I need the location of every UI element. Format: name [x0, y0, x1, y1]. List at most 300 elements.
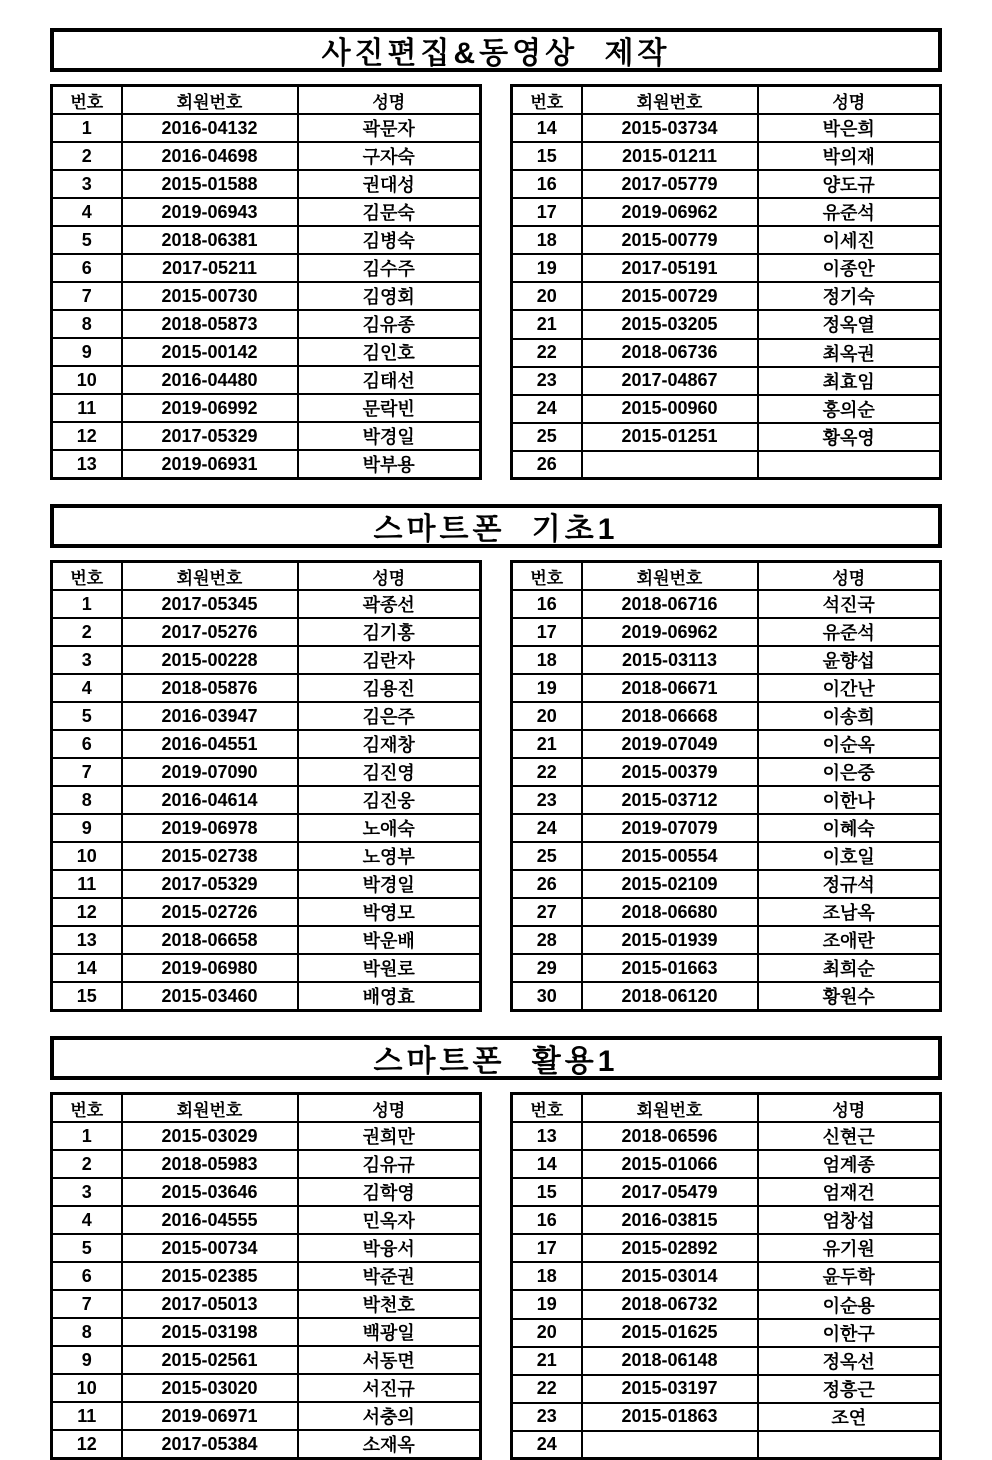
- table-row: [52, 786, 481, 814]
- member-id-cell: 2015-01863: [582, 1403, 758, 1431]
- no-cell: 7: [52, 282, 122, 310]
- table-row: [52, 254, 481, 282]
- member-id-cell: 2019-06962: [582, 618, 758, 646]
- member-id-cell: 2015-00734: [122, 1234, 298, 1262]
- table-row: [52, 366, 481, 394]
- table-row: [512, 1234, 941, 1262]
- no-cell: 20: [512, 702, 582, 730]
- header-row: [52, 1094, 481, 1123]
- table-row: [512, 842, 941, 870]
- name-cell: 양도규: [758, 170, 941, 198]
- name-cell: 김태선: [298, 366, 481, 394]
- no-cell: 7: [52, 1290, 122, 1318]
- table-body: [512, 1122, 941, 1459]
- name-cell: 조남옥: [758, 898, 941, 926]
- no-cell: 19: [512, 254, 582, 282]
- header-row: [512, 86, 941, 115]
- no-cell: 19: [512, 1290, 582, 1318]
- table-row: [512, 1319, 941, 1347]
- name-cell: 엄계종: [758, 1150, 941, 1178]
- member-id-cell: 2018-05873: [122, 310, 298, 338]
- member-id-cell: 2018-05983: [122, 1150, 298, 1178]
- no-cell: 21: [512, 730, 582, 758]
- table-row: [52, 226, 481, 254]
- name-cell: 민옥자: [298, 1206, 481, 1234]
- member-id-cell: 2015-01066: [582, 1150, 758, 1178]
- no-cell: 5: [52, 1234, 122, 1262]
- table-row: [52, 1346, 481, 1374]
- col-header-no: 번호: [512, 562, 582, 591]
- no-cell: 2: [52, 618, 122, 646]
- name-cell: 김영회: [298, 282, 481, 310]
- name-cell: 배영효: [298, 982, 481, 1011]
- member-id-cell: 2019-06931: [122, 450, 298, 479]
- member-id-cell: 2015-00379: [582, 758, 758, 786]
- no-cell: 12: [52, 422, 122, 450]
- name-cell: 김란자: [298, 646, 481, 674]
- member-id-cell: 2016-04555: [122, 1206, 298, 1234]
- table-row: [52, 282, 481, 310]
- no-cell: 30: [512, 982, 582, 1011]
- table-row: [52, 1262, 481, 1290]
- no-cell: 9: [52, 338, 122, 366]
- member-id-cell: 2017-05779: [582, 170, 758, 198]
- member-id-cell: 2016-04614: [122, 786, 298, 814]
- member-id-cell: 2015-03029: [122, 1122, 298, 1150]
- table-row: [512, 142, 941, 170]
- name-cell: 노영부: [298, 842, 481, 870]
- header-row: [52, 562, 481, 591]
- no-cell: 17: [512, 198, 582, 226]
- no-cell: 3: [52, 170, 122, 198]
- member-id-cell: 2018-06736: [582, 339, 758, 367]
- member-id-cell: [582, 451, 758, 479]
- name-cell: 황원수: [758, 982, 941, 1011]
- no-cell: 15: [512, 142, 582, 170]
- table-row: [512, 170, 941, 198]
- no-cell: 21: [512, 310, 582, 338]
- table-row: [52, 1150, 481, 1178]
- name-cell: 소재옥: [298, 1430, 481, 1459]
- name-cell: 이순용: [758, 1290, 941, 1318]
- no-cell: 27: [512, 898, 582, 926]
- no-cell: 14: [512, 114, 582, 142]
- table-row: [52, 1234, 481, 1262]
- name-cell: 김유규: [298, 1150, 481, 1178]
- table-body: [52, 590, 481, 1011]
- no-cell: 13: [52, 926, 122, 954]
- col-header-name: 성명: [758, 562, 941, 591]
- name-cell: 황옥영: [758, 423, 941, 451]
- member-id-cell: 2015-00960: [582, 395, 758, 423]
- table-row: [52, 646, 481, 674]
- no-cell: 3: [52, 646, 122, 674]
- roster-table-right: [510, 1092, 942, 1460]
- table-row: [512, 982, 941, 1011]
- col-header-name: 성명: [758, 86, 941, 115]
- member-id-cell: 2015-01588: [122, 170, 298, 198]
- name-cell: 이한나: [758, 786, 941, 814]
- table-row: [512, 1206, 941, 1234]
- member-id-cell: [582, 1431, 758, 1459]
- name-cell: 이간난: [758, 674, 941, 702]
- member-id-cell: 2018-06596: [582, 1122, 758, 1150]
- table-row: [52, 898, 481, 926]
- no-cell: 20: [512, 282, 582, 310]
- name-cell: 최옥권: [758, 339, 941, 367]
- table-row: [512, 954, 941, 982]
- member-id-cell: 2016-04480: [122, 366, 298, 394]
- table-row: [512, 339, 941, 367]
- member-id-cell: 2018-06680: [582, 898, 758, 926]
- section-title-box-smartphone-basics: [50, 504, 942, 548]
- member-id-cell: 2019-07079: [582, 814, 758, 842]
- table-row: [512, 1122, 941, 1150]
- member-id-cell: 2017-05329: [122, 870, 298, 898]
- no-cell: 17: [512, 1234, 582, 1262]
- table-row: [52, 618, 481, 646]
- member-id-cell: 2019-06978: [122, 814, 298, 842]
- no-cell: 8: [52, 310, 122, 338]
- name-cell: 박운배: [298, 926, 481, 954]
- header-row: [52, 86, 481, 115]
- table-row: [512, 198, 941, 226]
- member-id-cell: 2018-06716: [582, 590, 758, 618]
- col-header-no: 번호: [52, 562, 122, 591]
- no-cell: 22: [512, 339, 582, 367]
- no-cell: 2: [52, 1150, 122, 1178]
- table-row: [512, 1431, 941, 1459]
- name-cell: 박경일: [298, 422, 481, 450]
- no-cell: 18: [512, 646, 582, 674]
- no-cell: 20: [512, 1319, 582, 1347]
- table-row: [52, 1290, 481, 1318]
- name-cell: 김진웅: [298, 786, 481, 814]
- name-cell: 문락빈: [298, 394, 481, 422]
- member-id-cell: 2018-06120: [582, 982, 758, 1011]
- member-id-cell: 2015-02726: [122, 898, 298, 926]
- no-cell: 24: [512, 1431, 582, 1459]
- col-header-name: 성명: [298, 1094, 481, 1123]
- name-cell: 이은중: [758, 758, 941, 786]
- member-id-cell: 2018-06732: [582, 1290, 758, 1318]
- no-cell: 25: [512, 423, 582, 451]
- name-cell: 이한구: [758, 1319, 941, 1347]
- table-row: [512, 730, 941, 758]
- table-row: [512, 367, 941, 395]
- no-cell: 10: [52, 1374, 122, 1402]
- no-cell: 12: [52, 898, 122, 926]
- col-header-member-id: 회원번호: [122, 86, 298, 115]
- no-cell: 23: [512, 786, 582, 814]
- name-cell: 유준석: [758, 618, 941, 646]
- name-cell: 김유종: [298, 310, 481, 338]
- no-cell: 5: [52, 702, 122, 730]
- name-cell: 이송희: [758, 702, 941, 730]
- no-cell: 9: [52, 1346, 122, 1374]
- member-id-cell: 2015-00142: [122, 338, 298, 366]
- table-row: [52, 338, 481, 366]
- no-cell: 10: [52, 842, 122, 870]
- table-row: [512, 758, 941, 786]
- member-id-cell: 2015-03014: [582, 1262, 758, 1290]
- name-cell: 정옥선: [758, 1347, 941, 1375]
- table-row: [512, 674, 941, 702]
- roster-table-right: [510, 560, 942, 1012]
- no-cell: 2: [52, 142, 122, 170]
- table-row: [512, 1178, 941, 1206]
- name-cell: 조연: [758, 1403, 941, 1431]
- table-body: [512, 590, 941, 1011]
- member-id-cell: 2015-03734: [582, 114, 758, 142]
- table-row: [52, 422, 481, 450]
- name-cell: 김은주: [298, 702, 481, 730]
- no-cell: 6: [52, 730, 122, 758]
- name-cell: 이호일: [758, 842, 941, 870]
- table-row: [512, 590, 941, 618]
- member-id-cell: 2015-00228: [122, 646, 298, 674]
- table-row: [52, 1374, 481, 1402]
- no-cell: 22: [512, 758, 582, 786]
- name-cell: 정옥열: [758, 310, 941, 338]
- table-row: [512, 310, 941, 338]
- no-cell: 13: [512, 1122, 582, 1150]
- col-header-no: 번호: [512, 1094, 582, 1123]
- table-row: [512, 1403, 941, 1431]
- name-cell: 윤두학: [758, 1262, 941, 1290]
- name-cell: 백광일: [298, 1318, 481, 1346]
- no-cell: 14: [52, 954, 122, 982]
- member-id-cell: 2017-05479: [582, 1178, 758, 1206]
- member-id-cell: 2015-03198: [122, 1318, 298, 1346]
- member-id-cell: 2015-02109: [582, 870, 758, 898]
- section-title: 스마트폰 활용1: [373, 1045, 619, 1078]
- member-id-cell: 2015-03460: [122, 982, 298, 1011]
- no-cell: 18: [512, 1262, 582, 1290]
- no-cell: 5: [52, 226, 122, 254]
- col-header-member-id: 회원번호: [582, 562, 758, 591]
- table-row: [52, 114, 481, 142]
- tables-row: [50, 1092, 942, 1460]
- member-id-cell: 2015-01939: [582, 926, 758, 954]
- table-row: [52, 394, 481, 422]
- no-cell: 13: [52, 450, 122, 479]
- member-id-cell: 2017-05384: [122, 1430, 298, 1459]
- header-row: [512, 562, 941, 591]
- table-row: [512, 254, 941, 282]
- no-cell: 11: [52, 394, 122, 422]
- member-id-cell: 2015-01663: [582, 954, 758, 982]
- no-cell: 24: [512, 814, 582, 842]
- table-row: [52, 198, 481, 226]
- table-row: [52, 1178, 481, 1206]
- no-cell: 18: [512, 226, 582, 254]
- name-cell: 조애란: [758, 926, 941, 954]
- name-cell: 이순옥: [758, 730, 941, 758]
- table-row: [52, 758, 481, 786]
- table-row: [512, 1375, 941, 1403]
- member-id-cell: 2019-06943: [122, 198, 298, 226]
- section-title-box-photo-video: [50, 28, 942, 72]
- name-cell: 김진영: [298, 758, 481, 786]
- no-cell: 16: [512, 170, 582, 198]
- member-id-cell: 2015-02738: [122, 842, 298, 870]
- no-cell: 1: [52, 590, 122, 618]
- table-row: [52, 1206, 481, 1234]
- table-row: [52, 590, 481, 618]
- name-cell: 김인호: [298, 338, 481, 366]
- name-cell: 김병숙: [298, 226, 481, 254]
- no-cell: 29: [512, 954, 582, 982]
- col-header-no: 번호: [52, 1094, 122, 1123]
- table-row: [52, 450, 481, 479]
- name-cell: 유준석: [758, 198, 941, 226]
- member-id-cell: 2015-02892: [582, 1234, 758, 1262]
- member-id-cell: 2015-03712: [582, 786, 758, 814]
- member-id-cell: 2015-03197: [582, 1375, 758, 1403]
- no-cell: 7: [52, 758, 122, 786]
- section-title: 사진편집&동영상 제작: [321, 37, 671, 70]
- no-cell: 25: [512, 842, 582, 870]
- no-cell: 26: [512, 870, 582, 898]
- member-id-cell: 2017-05211: [122, 254, 298, 282]
- name-cell: 박원로: [298, 954, 481, 982]
- member-id-cell: 2018-05876: [122, 674, 298, 702]
- name-cell: 곽문자: [298, 114, 481, 142]
- member-id-cell: 2017-05329: [122, 422, 298, 450]
- table-row: [512, 618, 941, 646]
- table-row: [52, 1402, 481, 1430]
- member-id-cell: 2016-03815: [582, 1206, 758, 1234]
- table-row: [512, 926, 941, 954]
- no-cell: 4: [52, 674, 122, 702]
- table-row: [512, 1262, 941, 1290]
- name-cell: 권대성: [298, 170, 481, 198]
- table-row: [52, 842, 481, 870]
- col-header-member-id: 회원번호: [582, 86, 758, 115]
- no-cell: 24: [512, 395, 582, 423]
- name-cell: 정기숙: [758, 282, 941, 310]
- member-id-cell: 2017-05345: [122, 590, 298, 618]
- member-id-cell: 2017-05013: [122, 1290, 298, 1318]
- name-cell: 김문숙: [298, 198, 481, 226]
- member-id-cell: 2019-06992: [122, 394, 298, 422]
- member-id-cell: 2019-07090: [122, 758, 298, 786]
- table-row: [52, 674, 481, 702]
- table-body: [512, 114, 941, 479]
- name-cell: 박부용: [298, 450, 481, 479]
- member-id-cell: 2019-06971: [122, 1402, 298, 1430]
- table-row: [52, 1430, 481, 1459]
- name-cell: 정흥근: [758, 1375, 941, 1403]
- name-cell: 박융서: [298, 1234, 481, 1262]
- table-row: [512, 1150, 941, 1178]
- no-cell: 10: [52, 366, 122, 394]
- member-id-cell: 2019-07049: [582, 730, 758, 758]
- no-cell: 17: [512, 618, 582, 646]
- col-header-no: 번호: [52, 86, 122, 115]
- name-cell: 이혜숙: [758, 814, 941, 842]
- name-cell: 서충의: [298, 1402, 481, 1430]
- member-id-cell: 2015-00554: [582, 842, 758, 870]
- member-id-cell: 2018-06381: [122, 226, 298, 254]
- table-row: [512, 282, 941, 310]
- table-row: [512, 395, 941, 423]
- name-cell: 서동면: [298, 1346, 481, 1374]
- member-id-cell: 2015-03113: [582, 646, 758, 674]
- table-row: [52, 142, 481, 170]
- member-id-cell: 2019-06980: [122, 954, 298, 982]
- table-body: [52, 114, 481, 479]
- table-row: [512, 786, 941, 814]
- member-id-cell: 2018-06148: [582, 1347, 758, 1375]
- tables-row: [50, 560, 942, 1012]
- no-cell: 16: [512, 1206, 582, 1234]
- name-cell: [758, 1431, 941, 1459]
- name-cell: 석진국: [758, 590, 941, 618]
- member-id-cell: 2018-06668: [582, 702, 758, 730]
- name-cell: 박영모: [298, 898, 481, 926]
- no-cell: 4: [52, 198, 122, 226]
- name-cell: 윤향섭: [758, 646, 941, 674]
- name-cell: 노애숙: [298, 814, 481, 842]
- col-header-name: 성명: [298, 562, 481, 591]
- no-cell: 22: [512, 1375, 582, 1403]
- table-row: [512, 423, 941, 451]
- tables-row: [50, 84, 942, 480]
- member-id-cell: 2018-06658: [122, 926, 298, 954]
- member-id-cell: 2015-01211: [582, 142, 758, 170]
- header-row: [512, 1094, 941, 1123]
- member-id-cell: 2017-05191: [582, 254, 758, 282]
- name-cell: 신현근: [758, 1122, 941, 1150]
- name-cell: 김재창: [298, 730, 481, 758]
- member-id-cell: 2015-02385: [122, 1262, 298, 1290]
- table-row: [512, 1290, 941, 1318]
- no-cell: 1: [52, 1122, 122, 1150]
- table-row: [512, 114, 941, 142]
- no-cell: 23: [512, 1403, 582, 1431]
- table-row: [512, 226, 941, 254]
- name-cell: 이종안: [758, 254, 941, 282]
- no-cell: 15: [512, 1178, 582, 1206]
- no-cell: 8: [52, 786, 122, 814]
- table-row: [52, 1122, 481, 1150]
- no-cell: 4: [52, 1206, 122, 1234]
- roster-table-left: [50, 560, 482, 1012]
- name-cell: 김학영: [298, 1178, 481, 1206]
- name-cell: [758, 451, 941, 479]
- member-id-cell: 2015-01251: [582, 423, 758, 451]
- table-row: [52, 1318, 481, 1346]
- name-cell: 박천호: [298, 1290, 481, 1318]
- section-title: 스마트폰 기초1: [373, 513, 619, 546]
- no-cell: 19: [512, 674, 582, 702]
- name-cell: 김용진: [298, 674, 481, 702]
- name-cell: 김기홍: [298, 618, 481, 646]
- member-id-cell: 2015-03020: [122, 1374, 298, 1402]
- section-title-box-smartphone-usage: [50, 1036, 942, 1080]
- member-id-cell: 2017-04867: [582, 367, 758, 395]
- no-cell: 6: [52, 254, 122, 282]
- col-header-name: 성명: [298, 86, 481, 115]
- no-cell: 23: [512, 367, 582, 395]
- table-row: [52, 926, 481, 954]
- no-cell: 12: [52, 1430, 122, 1459]
- member-id-cell: 2017-05276: [122, 618, 298, 646]
- no-cell: 1: [52, 114, 122, 142]
- no-cell: 8: [52, 1318, 122, 1346]
